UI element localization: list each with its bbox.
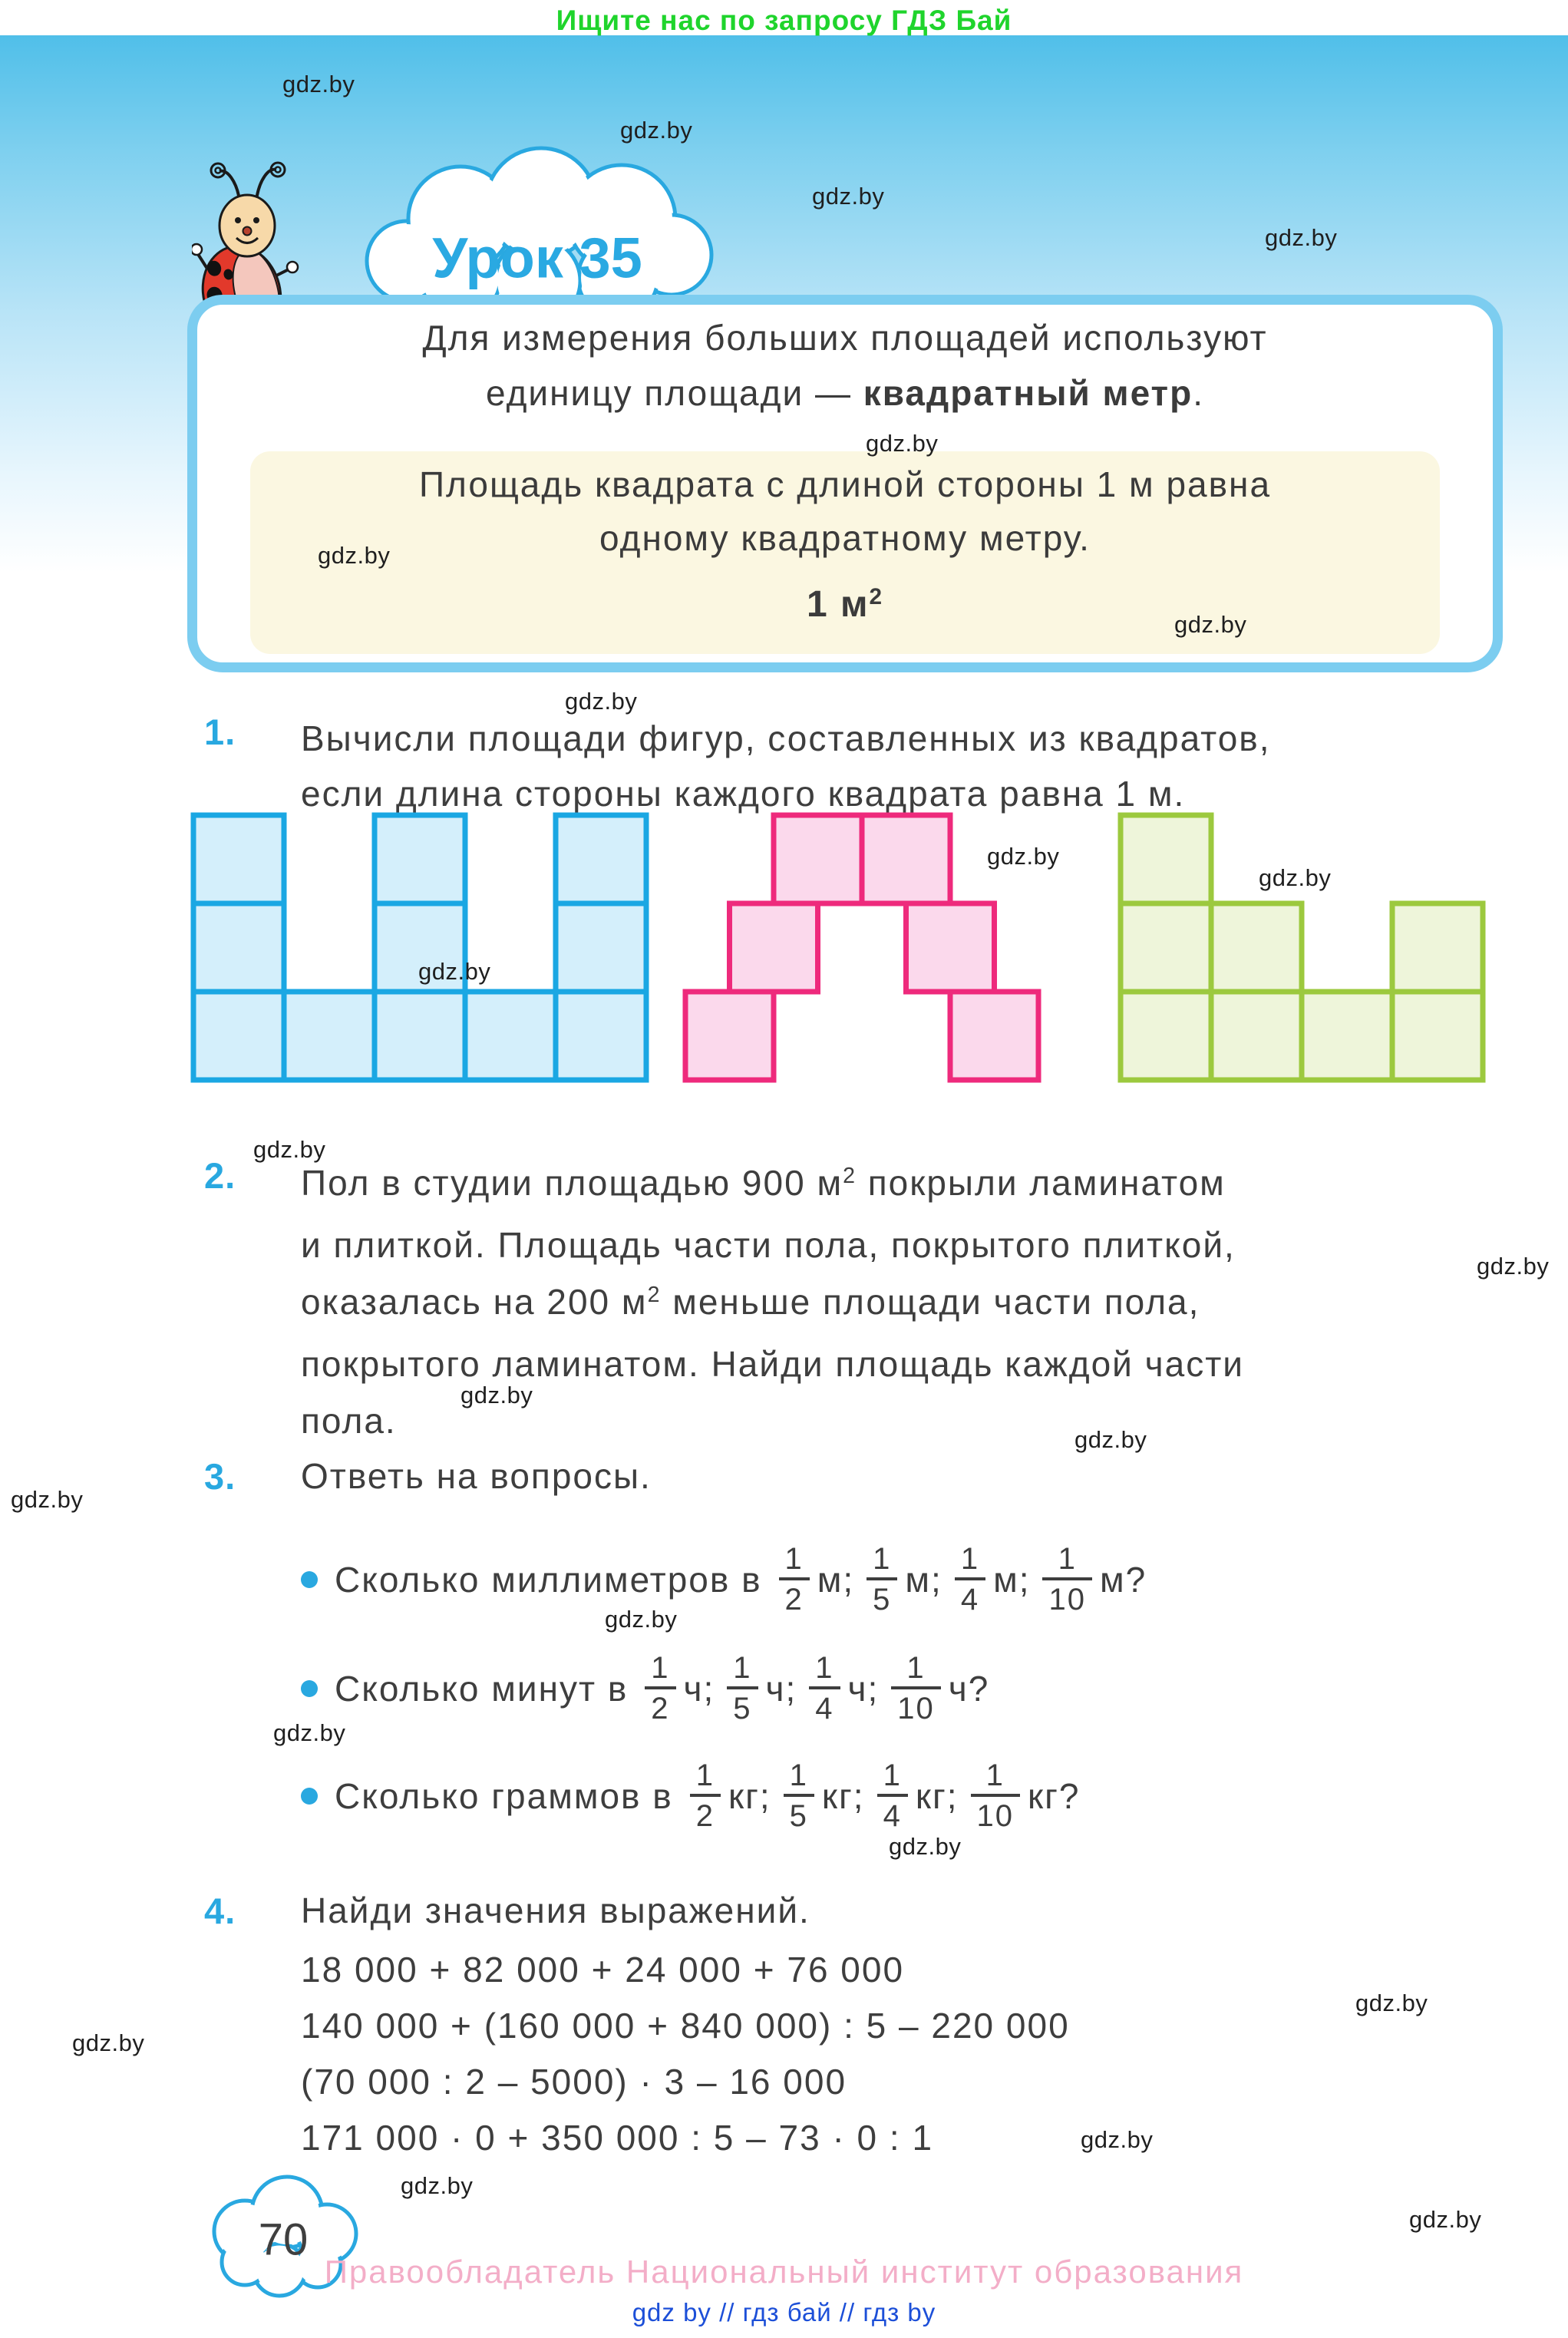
rule-line-2-term: квадратный метр bbox=[863, 373, 1193, 413]
unit-square bbox=[730, 903, 818, 992]
fraction bbox=[779, 1541, 810, 1619]
fraction-denominator: 4 bbox=[809, 1686, 840, 1728]
hand-right bbox=[287, 262, 298, 272]
unit-square bbox=[556, 903, 646, 992]
fraction-denominator: 5 bbox=[784, 1794, 814, 1835]
gdz-watermark: gdz.by bbox=[1081, 2126, 1154, 2153]
fraction-numerator: 1 bbox=[985, 1758, 1005, 1792]
fraction bbox=[891, 1649, 941, 1728]
unit-square bbox=[862, 815, 950, 903]
fraction-numerator: 1 bbox=[883, 1758, 902, 1792]
unit-square bbox=[375, 815, 465, 903]
gdz-watermark: gdz.by bbox=[1259, 864, 1332, 891]
task3-number: 3. bbox=[204, 1456, 236, 1497]
fraction-numerator: 1 bbox=[784, 1542, 804, 1576]
bullet-icon bbox=[301, 1680, 318, 1697]
fraction-unit: ч; bbox=[765, 1669, 797, 1709]
fraction-unit: м; bbox=[993, 1560, 1031, 1600]
task3-title: Ответь на вопросы. bbox=[301, 1456, 652, 1496]
task2-text bbox=[301, 1154, 1244, 1449]
fraction bbox=[877, 1757, 908, 1835]
gdz-watermark: gdz.by bbox=[987, 843, 1060, 870]
text-run: покрыли ламинатом bbox=[856, 1163, 1226, 1203]
fraction-denominator: 10 bbox=[891, 1686, 941, 1728]
unit-superscript: 2 bbox=[869, 583, 884, 609]
copyright-line: Правообладатель Национальный институт образования bbox=[324, 2254, 1244, 2290]
ladybug-head bbox=[220, 195, 275, 256]
question-bullet bbox=[301, 1520, 1147, 1640]
unit-square bbox=[556, 815, 646, 903]
unit-square bbox=[950, 992, 1038, 1080]
gdz-watermark: gdz.by bbox=[866, 430, 939, 457]
fraction-unit: м; bbox=[905, 1560, 942, 1600]
lesson-title: Урок 35 bbox=[432, 226, 642, 290]
footer-links: gdz by // гдз бай // гдз by bbox=[632, 2298, 936, 2326]
unit-square bbox=[1211, 992, 1302, 1080]
gdz-watermark: gdz.by bbox=[318, 542, 391, 569]
task1-text bbox=[301, 711, 1271, 821]
gdz-watermark: gdz.by bbox=[1174, 611, 1247, 638]
task1-line1: Вычисли площади фигур, составленных из квадратов, bbox=[301, 718, 1271, 758]
antenna-left-curl-inner bbox=[216, 168, 221, 173]
fraction-denominator: 10 bbox=[1042, 1577, 1092, 1619]
unit-square bbox=[1121, 992, 1211, 1080]
fraction-denominator: 5 bbox=[727, 1686, 758, 1728]
eye-right bbox=[253, 217, 259, 223]
page-number: 70 bbox=[258, 2214, 309, 2265]
fraction bbox=[867, 1541, 897, 1619]
bullet-lead: Сколько граммов в bbox=[335, 1776, 673, 1816]
rule-line-2-suffix: . bbox=[1193, 373, 1204, 413]
fraction-unit: м; bbox=[817, 1560, 855, 1600]
fraction-unit: ч; bbox=[683, 1669, 715, 1709]
unit-square bbox=[1211, 903, 1302, 992]
green-squares-figure bbox=[1115, 810, 1488, 1085]
fraction-numerator: 1 bbox=[651, 1651, 670, 1685]
question-bullet bbox=[301, 1629, 989, 1749]
fraction-denominator: 2 bbox=[690, 1794, 721, 1835]
gdz-watermark: gdz.by bbox=[460, 1382, 533, 1408]
unit-square bbox=[1392, 903, 1483, 992]
fraction bbox=[955, 1541, 985, 1619]
fraction bbox=[690, 1757, 721, 1835]
fraction-numerator: 1 bbox=[695, 1758, 715, 1792]
fraction bbox=[727, 1649, 758, 1728]
fraction-denominator: 4 bbox=[955, 1577, 985, 1619]
fraction bbox=[645, 1649, 675, 1728]
gdz-watermark: gdz.by bbox=[1477, 1253, 1550, 1280]
fraction-unit: кг? bbox=[1028, 1776, 1081, 1816]
text-run: меньше площади части пола, bbox=[661, 1282, 1200, 1322]
fraction bbox=[784, 1757, 814, 1835]
task2-line bbox=[301, 1154, 1244, 1217]
fraction-unit: кг; bbox=[728, 1776, 771, 1816]
fraction-denominator: 5 bbox=[867, 1577, 897, 1619]
fraction-numerator: 1 bbox=[873, 1542, 892, 1576]
fraction-denominator: 2 bbox=[645, 1686, 675, 1728]
unit-square bbox=[906, 903, 995, 992]
task4-expressions bbox=[301, 1942, 1070, 2166]
fraction-unit: кг; bbox=[821, 1776, 865, 1816]
bullet-lead: Сколько миллиметров в bbox=[335, 1560, 762, 1600]
fraction-numerator: 1 bbox=[815, 1651, 834, 1685]
expression-line: (70 000 : 2 – 5000) · 3 – 16 000 bbox=[301, 2062, 847, 2102]
task2-line bbox=[301, 1336, 1244, 1392]
gdz-watermark: gdz.by bbox=[565, 688, 638, 715]
bullet-icon bbox=[301, 1571, 318, 1588]
text-run: пола. bbox=[301, 1401, 397, 1441]
superscript: 2 bbox=[843, 1164, 857, 1189]
fraction-numerator: 1 bbox=[733, 1651, 752, 1685]
fraction bbox=[971, 1757, 1021, 1835]
fraction-numerator: 1 bbox=[906, 1651, 926, 1685]
eye-left bbox=[235, 217, 241, 223]
unit-square bbox=[556, 992, 646, 1080]
rule-line-2-prefix: единицу площади — bbox=[486, 373, 863, 413]
unit-square bbox=[1302, 992, 1392, 1080]
antenna-right-curl-inner bbox=[276, 167, 281, 173]
rule-line-2 bbox=[197, 372, 1493, 414]
gdz-watermark: gdz.by bbox=[1355, 1990, 1428, 2016]
gdz-watermark: gdz.by bbox=[605, 1606, 678, 1633]
rule-box bbox=[187, 295, 1503, 672]
bullet-lead: Сколько минут в bbox=[335, 1669, 629, 1709]
unit-square bbox=[193, 992, 284, 1080]
unit-square bbox=[774, 815, 862, 903]
gdz-watermark: gdz.by bbox=[812, 183, 885, 210]
gdz-watermark: gdz.by bbox=[418, 958, 491, 985]
fraction-unit: кг; bbox=[915, 1776, 959, 1816]
unit-square bbox=[375, 992, 465, 1080]
superscript: 2 bbox=[647, 1283, 662, 1308]
text-run: покрытого ламинатом. Найди площадь каждой части bbox=[301, 1344, 1244, 1384]
fraction-numerator: 1 bbox=[1058, 1542, 1077, 1576]
fraction-numerator: 1 bbox=[960, 1542, 980, 1576]
square-meter-unit bbox=[250, 583, 1440, 626]
gdz-watermark: gdz.by bbox=[620, 117, 693, 144]
expression-line: 18 000 + 82 000 + 24 000 + 76 000 bbox=[301, 1950, 905, 1990]
gdz-watermark: gdz.by bbox=[401, 2172, 474, 2199]
unit-square bbox=[465, 992, 556, 1080]
promo-banner: Ищите нас по запросу ГДЗ Бай bbox=[556, 5, 1012, 36]
rule-inner-box bbox=[250, 451, 1440, 654]
gdz-watermark: gdz.by bbox=[1409, 2206, 1482, 2233]
gdz-watermark: gdz.by bbox=[72, 2029, 145, 2056]
gdz-watermark: gdz.by bbox=[273, 1719, 346, 1746]
blue-squares-figure bbox=[188, 810, 652, 1085]
fraction bbox=[809, 1649, 840, 1728]
rule-line-1: Для измерения больших площадей используют bbox=[422, 318, 1268, 358]
unit-square bbox=[284, 992, 375, 1080]
unit-square bbox=[193, 903, 284, 992]
task4-number: 4. bbox=[204, 1891, 236, 1931]
rule-inner-line-2: одному квадратному метру. bbox=[599, 518, 1091, 558]
fraction-unit: ч? bbox=[948, 1669, 990, 1709]
fraction-denominator: 2 bbox=[779, 1577, 810, 1619]
text-run: Пол в студии площадью 900 м bbox=[301, 1163, 843, 1203]
fraction-denominator: 4 bbox=[877, 1794, 908, 1835]
expression-line: 140 000 + (160 000 + 840 000) : 5 – 220 000 bbox=[301, 2006, 1070, 2046]
unit-square bbox=[1121, 903, 1211, 992]
expression-line: 171 000 · 0 + 350 000 : 5 – 73 · 0 : 1 bbox=[301, 2118, 934, 2158]
task2-line bbox=[301, 1273, 1244, 1336]
question-bullet bbox=[301, 1736, 1081, 1856]
fraction-denominator: 10 bbox=[971, 1794, 1021, 1835]
bullet-icon bbox=[301, 1788, 318, 1805]
fraction-unit: м? bbox=[1099, 1560, 1147, 1600]
gdz-watermark: gdz.by bbox=[1265, 224, 1338, 251]
unit-value: 1 м bbox=[806, 584, 870, 625]
task2-number: 2. bbox=[204, 1155, 236, 1196]
gdz-watermark: gdz.by bbox=[253, 1136, 326, 1163]
text-run: оказалась на 200 м bbox=[301, 1282, 648, 1322]
text-run: и плиткой. Площадь части пола, покрытого плиткой, bbox=[301, 1225, 1236, 1265]
gdz-watermark: gdz.by bbox=[1074, 1426, 1147, 1453]
fraction bbox=[1042, 1541, 1092, 1619]
fraction-numerator: 1 bbox=[789, 1758, 808, 1792]
gdz-watermark: gdz.by bbox=[282, 71, 355, 97]
gdz-watermark: gdz.by bbox=[11, 1486, 84, 1513]
unit-square bbox=[1392, 992, 1483, 1080]
nose bbox=[243, 227, 252, 236]
unit-square bbox=[1121, 815, 1211, 903]
unit-square bbox=[685, 992, 774, 1080]
rule-inner-line-1: Площадь квадрата с длиной стороны 1 м равна bbox=[418, 464, 1272, 504]
task1-number: 1. bbox=[204, 712, 236, 752]
fraction-unit: ч; bbox=[847, 1669, 880, 1709]
unit-square bbox=[193, 815, 284, 903]
gdz-watermark: gdz.by bbox=[889, 1833, 962, 1860]
task4-title: Найди значения выражений. bbox=[301, 1891, 810, 1930]
hand-left bbox=[192, 244, 202, 255]
task1-line2: если длина стороны каждого квадрата равна 1 м. bbox=[301, 774, 1186, 814]
task2-line bbox=[301, 1217, 1244, 1273]
